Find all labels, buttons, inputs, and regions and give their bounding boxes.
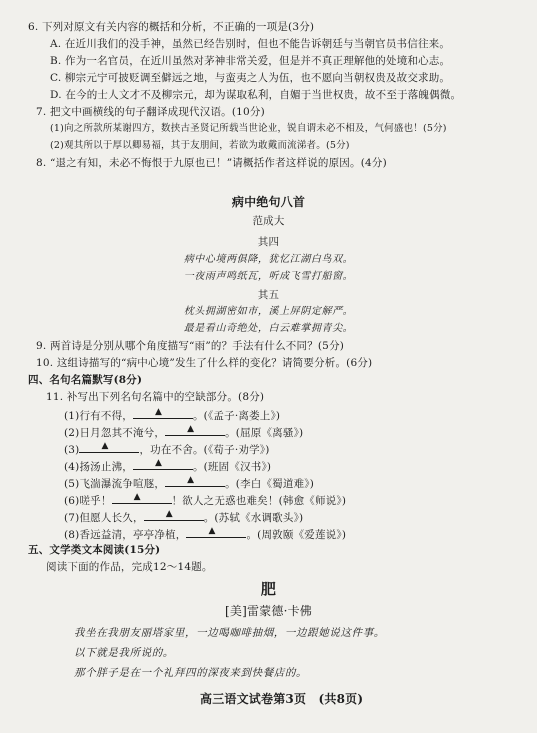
q9-stem: 9. 两首诗是分别从哪个角度描写“雨”的？手法有什么不同？(5分)	[36, 340, 345, 352]
q11-item-6: (6)嗟乎！ ▲ ！欲人之无惑也难矣！(韩愈《师说》)	[64, 492, 347, 507]
poem4-line-2: 一夜雨声鸣纸瓦，听成飞雪打船窗。	[183, 271, 354, 282]
footer-total-pages: (共8页)	[318, 692, 364, 706]
q11-item-2: (2)日月忽其不淹兮， ▲ 。(屈原《离骚》)	[64, 424, 304, 439]
poem5-line-1: 枕头拥湖密如市，溪上屏阴定解严。	[183, 306, 354, 317]
triangle-icon: ▲	[101, 441, 109, 451]
fill-blank[interactable]	[186, 526, 246, 538]
triangle-icon: ▲	[133, 492, 141, 502]
poem4-line-1: 病中心境两俱降，犹忆江湖白鸟双。	[183, 254, 354, 265]
section-5-heading: 五、文学类文本阅读(15分)	[28, 544, 161, 556]
q7-sentence-1: (1)向之所款所某谢四方，数挟古圣贤记所载当世论业，锐自谓未必不相及，气何盛也！(5分)	[50, 123, 447, 134]
q7-stem: 7. 把文中画横线的句子翻译成现代汉语。(10分)	[36, 106, 265, 118]
fill-blank[interactable]	[79, 441, 139, 453]
fill-blank[interactable]	[112, 492, 172, 504]
triangle-icon: ▲	[208, 526, 216, 536]
poem-author: 范成大	[252, 215, 285, 227]
triangle-icon: ▲	[154, 407, 163, 417]
story-paragraph-2: 以下就是我所说的。	[74, 647, 174, 659]
poem-title: 病中绝句八首	[231, 195, 306, 209]
story-paragraph-3: 那个胖子是在一个礼拜四的深夜来到快餐店的。	[74, 667, 308, 679]
story-paragraph-1: 我坐在我朋友丽塔家里，一边喝咖啡抽烟，一边跟她说这件事。	[74, 627, 385, 639]
poem-subtitle-5: 其五	[257, 289, 280, 301]
q11-item-5: (5)飞湍瀑流争喧豗， ▲ 。(李白《蜀道难》)	[64, 475, 315, 490]
q7-sentence-2: (2)观其所以于厚以卿易福，其于友朋间，若欲为敢戴而流涕者。(5分)	[50, 140, 350, 151]
fill-blank[interactable]	[144, 509, 204, 521]
q11-item-1: (1)行有不得， ▲ 。(《孟子·离娄上》)	[64, 407, 281, 422]
triangle-icon: ▲	[154, 458, 163, 468]
fill-blank[interactable]	[133, 458, 193, 470]
fill-blank[interactable]	[133, 407, 193, 419]
q6-option-d: D. 在今的士人文才不及柳宗元，却为谋取私利，自媚于当世权贵，故不至于落魄偶微。	[50, 89, 462, 101]
poem5-line-2: 最是看山奇绝处，白云难掌拥青尖。	[183, 323, 354, 334]
footer-page-title: 高三语文试卷第3页	[200, 692, 307, 706]
q11-stem: 11. 补写出下列名句名篇中的空缺部分。(8分)	[46, 391, 265, 403]
triangle-icon: ▲	[165, 509, 173, 519]
q6-option-b: B. 作为一名官员，在近川虽然对茅神非常关爱，但是并不真正理解他的处境和心志。	[50, 55, 451, 67]
q6-stem: 6. 下列对原文有关内容的概括和分析，不正确的一项是(3分)	[28, 21, 315, 33]
fill-blank[interactable]	[165, 475, 225, 487]
q6-option-c: C. 柳宗元宁可披贬调至僻远之地，与蛮夷之人为伍，也不愿向当朝权贵及故交求助。	[50, 72, 451, 84]
triangle-icon: ▲	[187, 475, 195, 485]
section-4-heading: 四、名句名篇默写(8分)	[28, 374, 143, 386]
story-author: [美]雷蒙德·卡佛	[225, 604, 312, 618]
q8-stem: 8. “退之有知，未必不悔恨于九原也已！”请概括作者这样说的原因。(4分)	[36, 157, 387, 169]
story-title: 肥	[260, 580, 277, 598]
reading-instruction: 阅读下面的作品，完成12～14题。	[46, 561, 213, 573]
q11-item-4: (4)扬汤止沸， ▲ 。(班固《汉书》)	[64, 458, 272, 473]
q10-stem: 10. 这组诗描写的“病中心境”发生了什么样的变化？请简要分析。(6分)	[36, 357, 373, 369]
q11-item-7: (7)但愿人长久， ▲ 。(苏轼《水调歌头》)	[64, 509, 304, 524]
q6-option-a: A. 在近川我们的没手神，虽然已经告别时，但也不能告诉朝廷与当朝官员书信往来。	[50, 38, 451, 50]
q11-item-3: (3) ▲ ，功在不舍。(《荀子·劝学》)	[64, 441, 270, 456]
triangle-icon: ▲	[187, 424, 195, 434]
q11-item-8: (8)香远益清，亭亭净植， ▲ 。(周敦颐《爱莲说》)	[64, 526, 347, 541]
poem-subtitle-4: 其四	[257, 236, 280, 248]
page-footer	[200, 692, 363, 706]
fill-blank[interactable]	[165, 424, 225, 436]
